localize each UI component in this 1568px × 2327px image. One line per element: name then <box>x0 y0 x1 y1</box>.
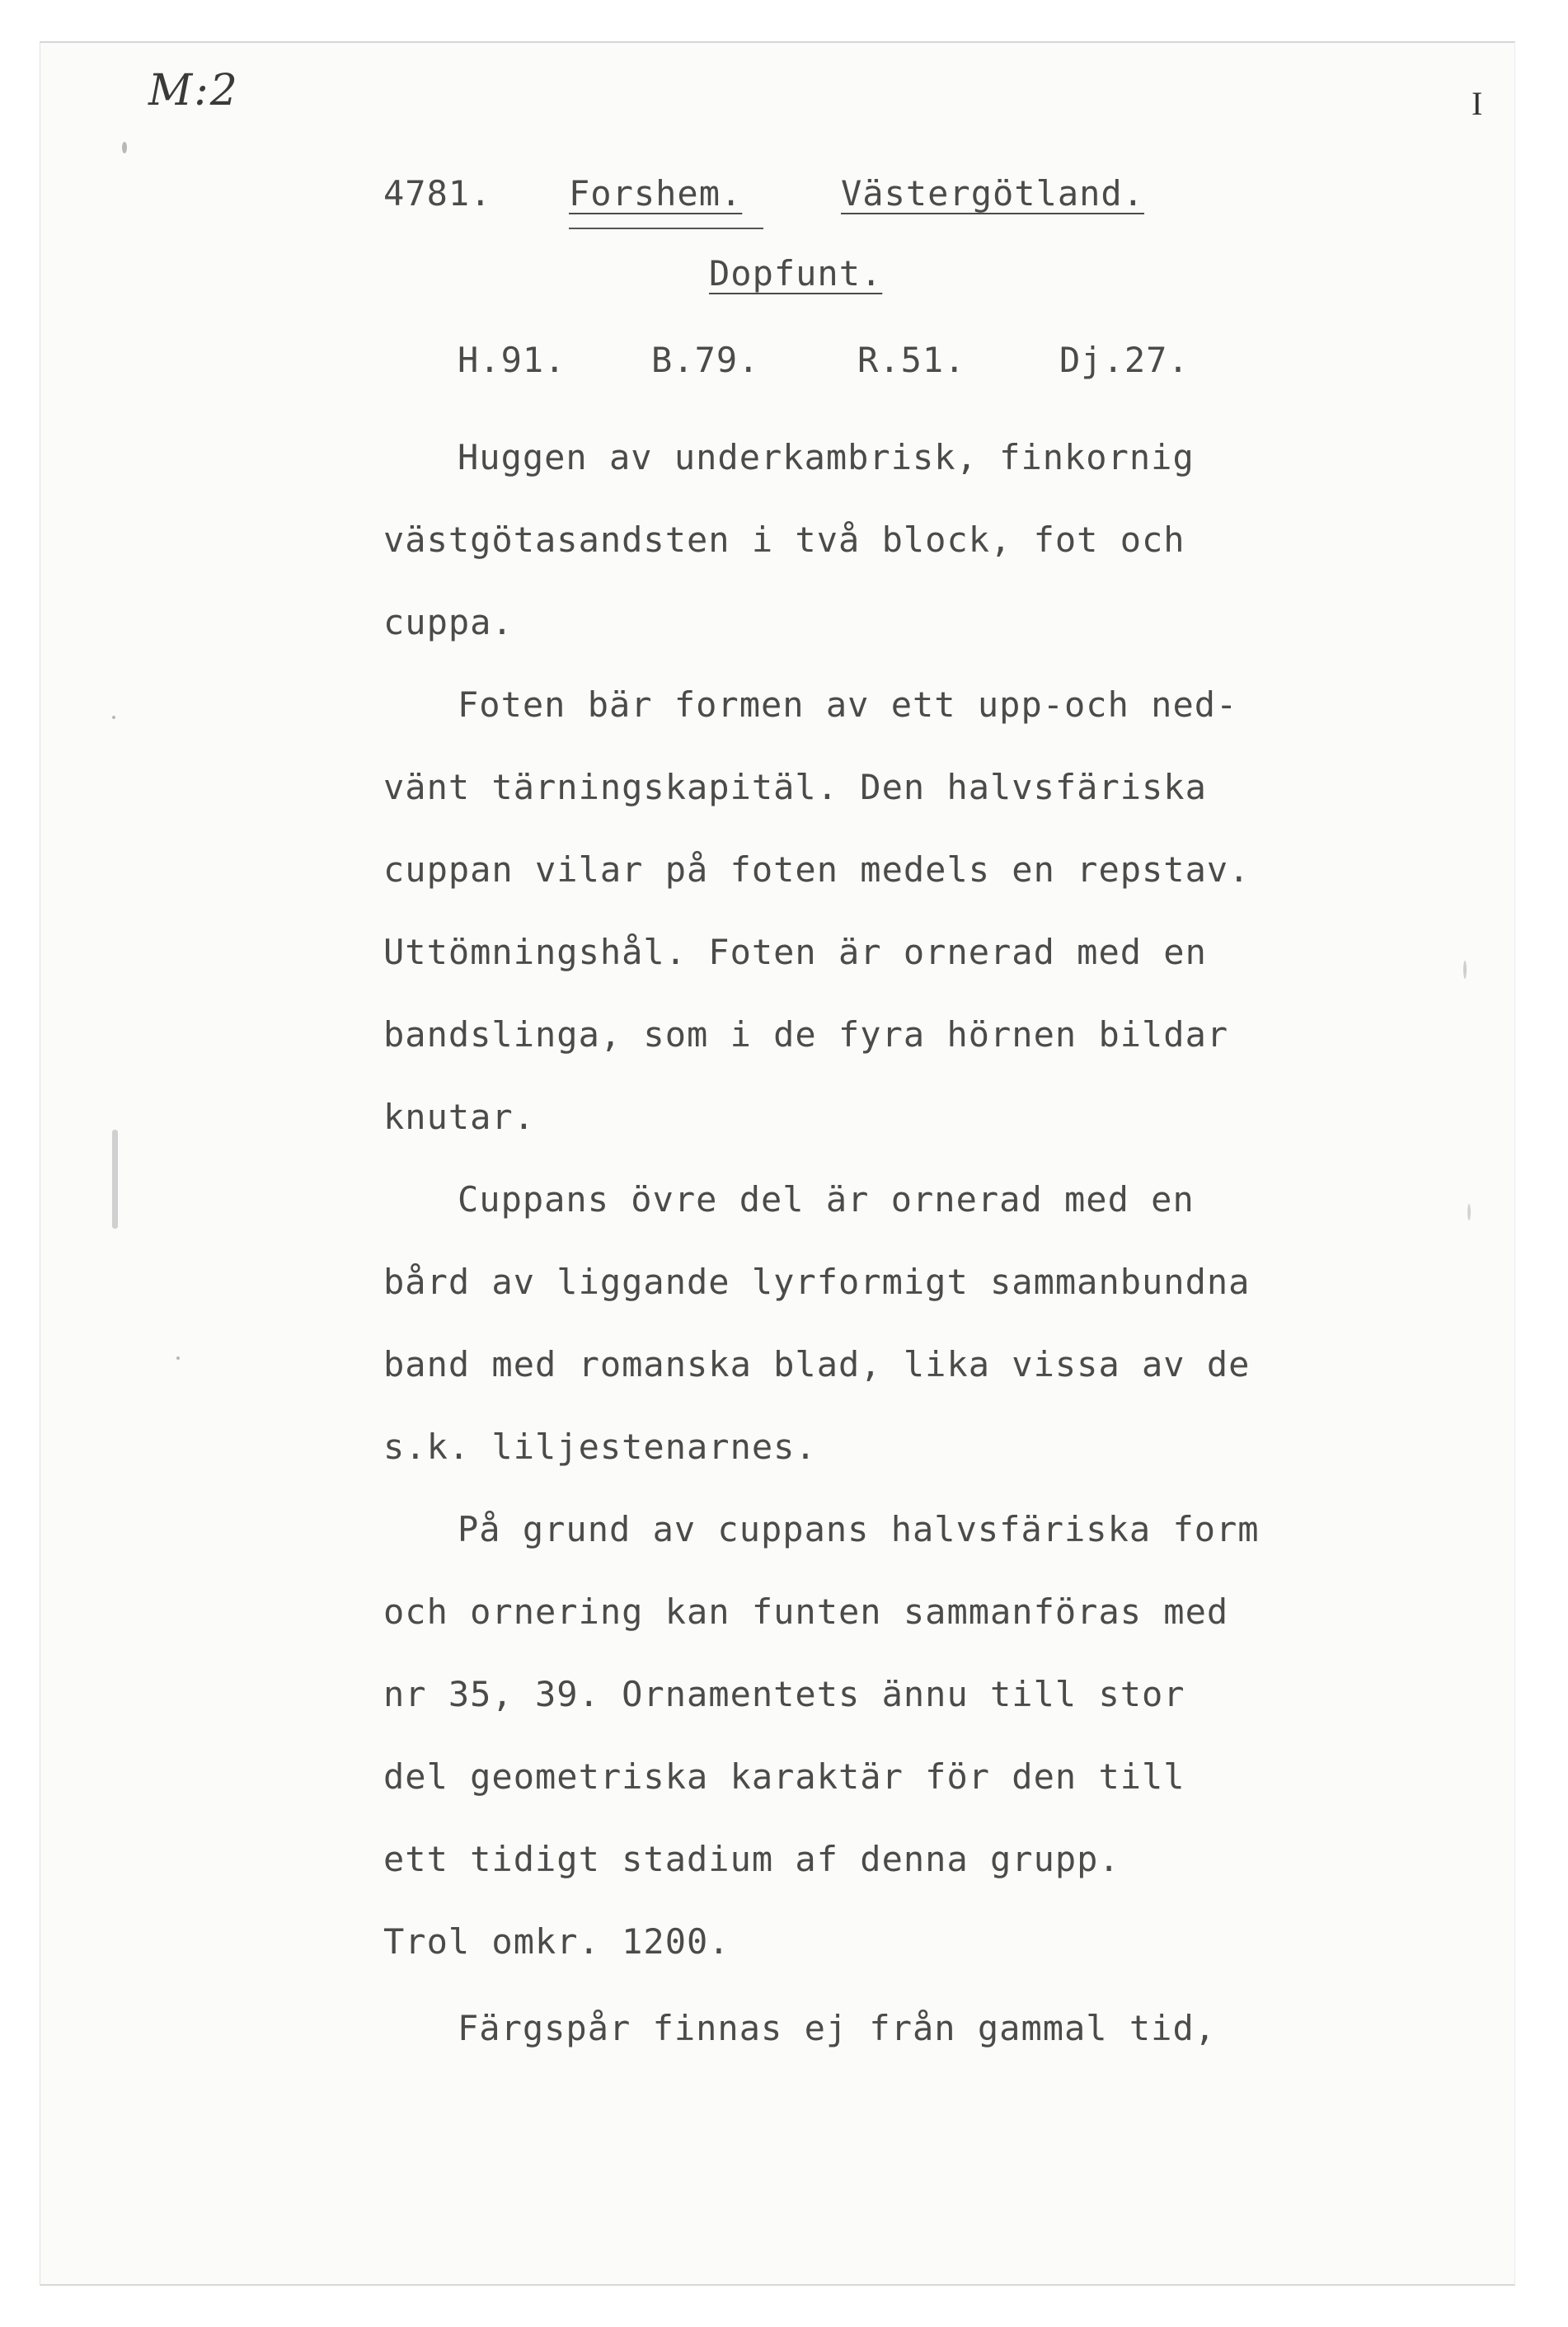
text-line: cuppa. <box>383 602 514 642</box>
text-line: ett tidigt stadium af denna grupp. <box>383 1839 1120 1879</box>
text-line: Färgspår finnas ej från gammal tid, <box>458 2008 1217 2048</box>
text-line: Cuppans övre del är ornerad med en <box>458 1179 1195 1220</box>
measure-radius: R.51. <box>857 340 966 380</box>
header-rule <box>569 228 763 229</box>
catalog-number: 4781. <box>383 173 492 214</box>
text-line: På grund av cuppans halvsfäriska form <box>458 1509 1260 1549</box>
text-line: Uttömningshål. Foten är ornerad med en <box>383 932 1207 972</box>
text-line: band med romanska blad, lika vissa av de <box>383 1344 1251 1384</box>
text-line: knutar. <box>383 1097 536 1137</box>
text-line: bård av liggande lyrformigt sammanbundna <box>383 1262 1251 1302</box>
text-line: västgötasandsten i två block, fot och <box>383 519 1185 560</box>
scan-speck <box>176 1356 180 1360</box>
document-sheet <box>40 41 1515 2286</box>
text-line: Huggen av underkambrisk, finkornig <box>458 437 1195 477</box>
text-line: s.k. liljestenarnes. <box>383 1427 817 1467</box>
text-line: cuppan vilar på foten medels en repstav. <box>383 849 1251 890</box>
scan-speck <box>112 716 115 719</box>
text-line: bandslinga, som i de fyra hörnen bildar <box>383 1014 1229 1055</box>
measure-height: H.91. <box>458 340 566 380</box>
scan-speck <box>1467 1204 1471 1220</box>
object-title: Dopfunt. <box>709 253 883 294</box>
page-number: I <box>1472 85 1483 122</box>
text-line: Foten bär formen av ett upp-och ned- <box>458 684 1238 725</box>
text-line: vänt tärningskapitäl. Den halvsfäriska <box>383 767 1207 807</box>
scan-speck <box>112 1130 118 1229</box>
margin-note: M:2 <box>148 66 239 115</box>
scan-speck <box>1463 961 1467 979</box>
text-line: nr 35, 39. Ornamentets ännu till stor <box>383 1674 1185 1714</box>
place-name: Forshem. <box>569 173 743 214</box>
text-line: och ornering kan funten sammanföras med <box>383 1591 1229 1632</box>
text-line: del geometriska karaktär för den till <box>383 1756 1185 1797</box>
measure-width: B.79. <box>651 340 760 380</box>
province-name: Västergötland. <box>841 173 1145 214</box>
scan-speck <box>122 142 127 153</box>
text-line: Trol omkr. 1200. <box>383 1921 730 1962</box>
measure-depth: Dj.27. <box>1059 340 1190 380</box>
